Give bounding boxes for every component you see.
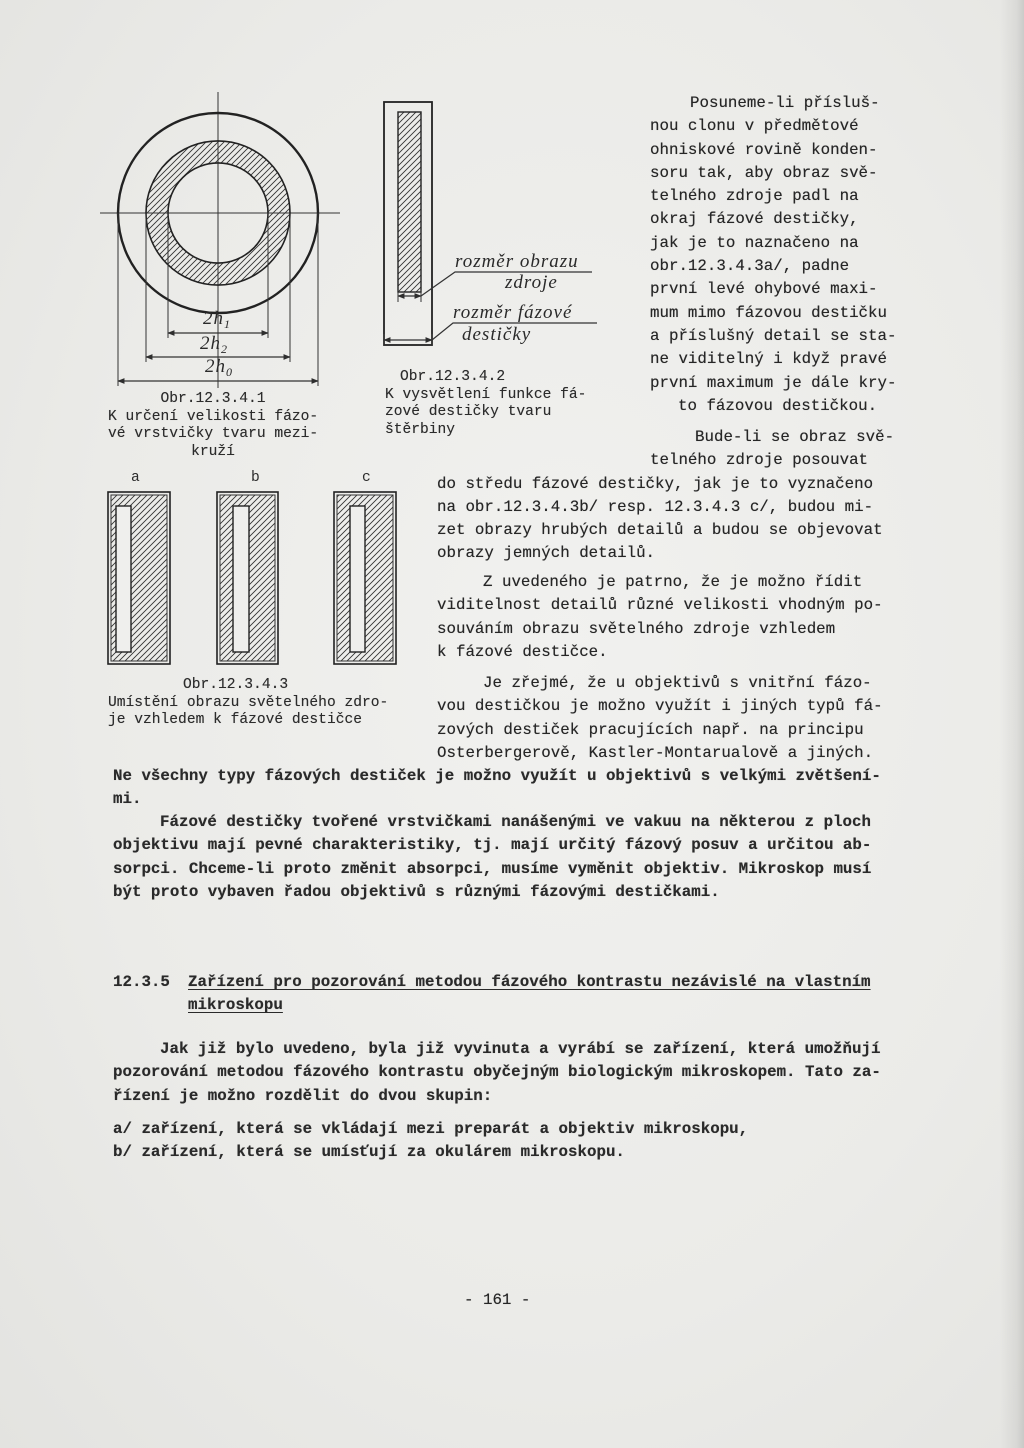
text-line: Bude-li se obraz svě-	[695, 428, 895, 446]
text-line: k fázové destičce.	[437, 642, 608, 661]
panel-label-c: c	[362, 470, 371, 486]
paragraph-section-intro	[113, 1038, 881, 1108]
text-line: viditelnost detailů různé velikosti vhodným po-	[437, 596, 883, 615]
text-line: obrazy jemných detailů.	[437, 544, 656, 563]
text-line: mum mimo fázovou destičku	[650, 303, 887, 322]
text-line: b/ zařízení, která se umísťují za okulárem mikroskopu.	[113, 1143, 625, 1162]
text-line: zet obrazy hrubých detailů a budou se objevovat	[437, 521, 883, 540]
text-line: první levé ohybové maxi-	[650, 280, 878, 299]
text-line: vou destičkou je možno využít i jiných typů fá-	[437, 697, 883, 716]
dimension-label-2h0	[205, 357, 232, 382]
text-line: objektivu mají pevné charakteristiky, tj. mají určitý fázový posuv a určitou ab-	[113, 836, 872, 855]
scan-edge-shadow	[1000, 0, 1024, 1448]
label-plate-line2: destičky	[462, 324, 532, 345]
label-subscript: 2	[221, 342, 227, 356]
panel-a	[108, 492, 170, 664]
label-source-image-line1: rozměr obrazu	[455, 251, 579, 272]
section-number-text: 12.3.5	[113, 973, 170, 991]
text-line: a/ zařízení, která se vkládají mezi preparát a objektiv mikroskopu,	[113, 1120, 749, 1138]
label-base: 2h	[200, 333, 221, 354]
paragraph-shift-aperture	[650, 92, 896, 418]
text-line: je vzhledem k fázové destičce	[108, 712, 362, 729]
text-line: štěrbiny	[385, 421, 456, 438]
text-line: K vysvětlení funkce fá-	[385, 386, 587, 403]
text-line: mikroskopu	[188, 996, 283, 1015]
panel-b	[217, 492, 278, 664]
dimension-ticks	[384, 290, 432, 346]
text-line: Obr.12.3.4.3	[183, 677, 289, 693]
text-line: Obr.12.3.4.1	[160, 391, 266, 407]
section-title	[188, 971, 871, 1018]
text-line: vé vrstvičky tvaru mezi-	[108, 426, 319, 443]
label-base: 2h	[205, 356, 226, 377]
text-line: telného zdroje posouvat	[650, 451, 869, 470]
text-line: obr.12.3.4.3a/, padne	[650, 257, 850, 276]
paragraph-visibility-control	[437, 571, 883, 664]
text-line: okraj fázové destičky,	[650, 210, 859, 229]
text-line: Umístění obrazu světelného zdro-	[108, 694, 389, 711]
device-groups-list	[113, 1118, 748, 1165]
figure1-caption	[108, 391, 318, 461]
page-number	[464, 1289, 530, 1312]
text-line: Jak již bylo uvedeno, byla již vyvinuta a vyrábí se zařízení, která umožňují	[160, 1040, 881, 1058]
text-line: řízení je možno rozdělit do dvou skupin:	[113, 1086, 493, 1105]
panel-label-b: b	[251, 470, 260, 486]
source-image-slit	[350, 506, 365, 652]
text-line: ohniskové rovině konden-	[650, 140, 878, 159]
text-line: K určení velikosti fázo-	[108, 408, 319, 425]
paragraph-vacuum-layers	[113, 811, 871, 904]
hatched-slit	[398, 112, 421, 292]
text-line: sorpci. Chceme-li proto změnit absorpci, musíme vyměnit objektiv. Mikroskop musí	[113, 859, 872, 878]
text-line: být proto vybaven řadou objektivů s různými fázovými destičkami.	[113, 882, 720, 901]
label-subscript: 0	[226, 365, 232, 379]
text-line: ne viditelný i když pravé	[650, 350, 887, 369]
text-line: mi.	[113, 790, 142, 809]
text-line: Z uvedeného je patrno, že je možno řídit	[483, 573, 863, 591]
text-line: kruží	[191, 443, 235, 460]
text-line: soru tak, aby obraz svě-	[650, 163, 878, 182]
paragraph-internal-phase-plate	[113, 672, 883, 812]
text-line: Ne všechny typy fázových destiček je možno využít u objektivů s velkými zvětšení-	[113, 767, 881, 786]
text-line: Osterbergerově, Kastler-Montarualově a jiných.	[437, 743, 874, 762]
text-line: jak je to naznačeno na	[650, 233, 859, 252]
text-line: telného zdroje padl na	[650, 187, 859, 206]
label-source-image-line2: zdroje	[505, 272, 558, 293]
text-line: Je zřejmé, že u objektivů s vnitřní fázo-	[483, 674, 872, 692]
text-line: Posuneme-li přísluš-	[690, 94, 880, 112]
text-line: Zařízení pro pozorování metodou fázového kontrastu nezávislé na vlastním	[188, 973, 871, 991]
source-image-slit	[233, 506, 249, 652]
text-line: nou clonu v předmětové	[650, 117, 859, 136]
label-base: 2h	[203, 308, 224, 329]
label-plate-line1: rozměr fázové	[453, 302, 573, 323]
figure-source-image-positions	[100, 486, 405, 671]
text-line: Fázové destičky tvořené vrstvičkami nanášenými ve vakuu na některou z ploch	[160, 813, 871, 831]
text-line: do středu fázové destičky, jak je to vyznačeno	[437, 474, 874, 493]
page-number-text: - 161 -	[464, 1291, 531, 1309]
text-line: první maximum je dále kry-	[650, 373, 897, 392]
paragraph-move-to-center	[437, 426, 894, 566]
text-line: Obr.12.3.4.2	[400, 369, 506, 385]
dimension-label-2h1	[203, 309, 230, 334]
section-number	[113, 971, 170, 994]
text-line: pozorování metodou fázového kontrastu obyčejným biologickým mikroskopem. Tato za-	[113, 1063, 881, 1082]
text-line: a příslušný detail se sta-	[650, 326, 897, 345]
source-image-slit	[116, 506, 131, 652]
text-line: to fázovou destičkou.	[678, 396, 878, 415]
text-line: zových destiček pracujících např. na principu	[437, 720, 864, 739]
panel-label-a: a	[131, 470, 140, 486]
text-line: souváním obrazu světelného zdroje vzhledem	[437, 619, 836, 638]
label-subscript: 1	[224, 317, 230, 331]
panel-c	[334, 492, 396, 664]
text-line: zové destičky tvaru	[385, 404, 552, 421]
text-line: na obr.12.3.4.3b/ resp. 12.3.4.3 c/, budou mi-	[437, 497, 874, 516]
